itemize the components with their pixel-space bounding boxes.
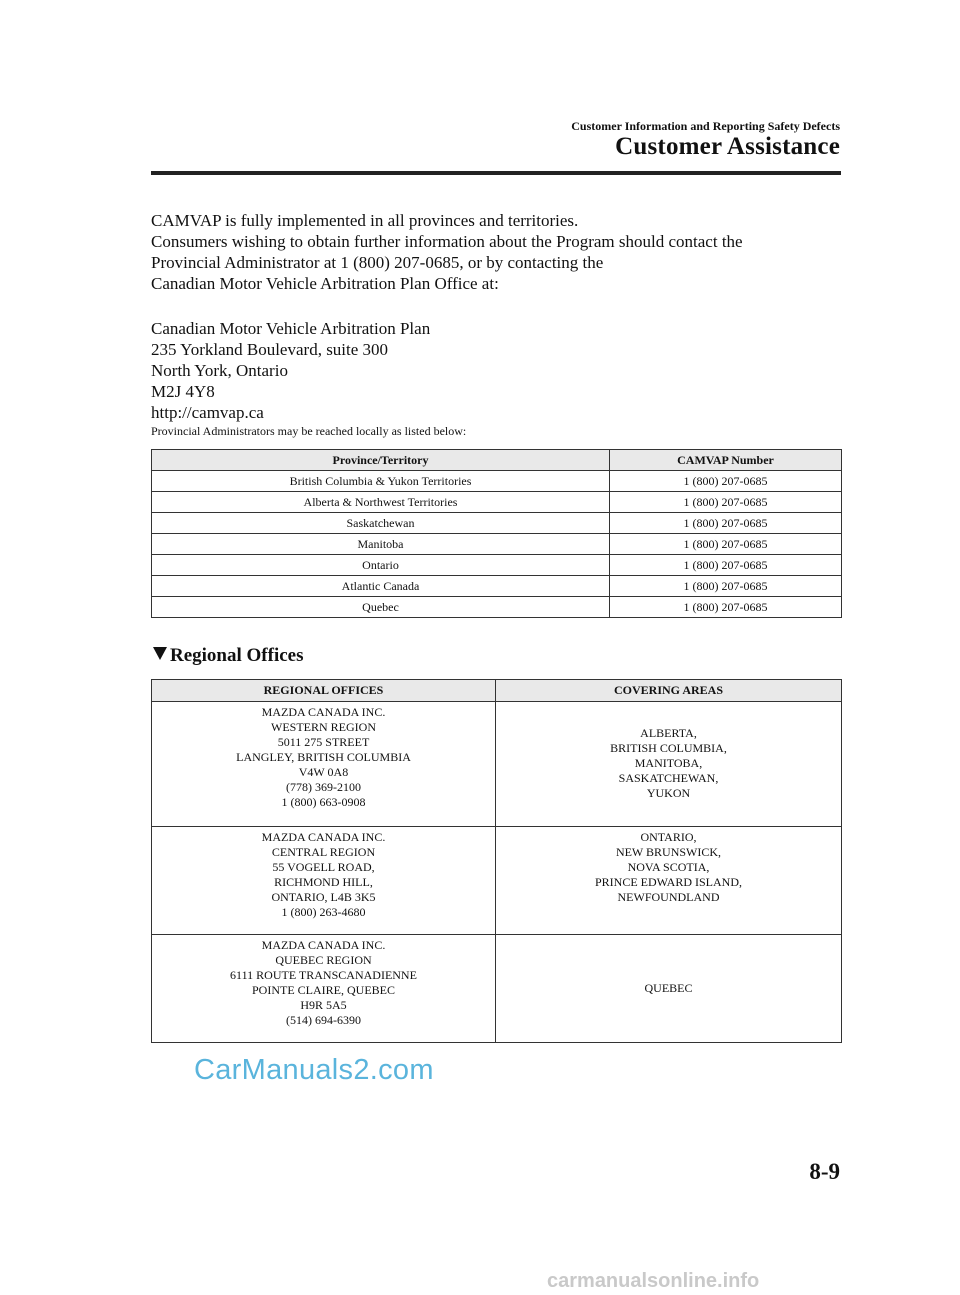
office-line: CENTRAL REGION — [271, 845, 376, 859]
intro-line: Consumers wishing to obtain further information about the Program should contact the — [151, 232, 743, 251]
area-line: MANITOBA, — [634, 756, 703, 770]
area-line: NEWFOUNDLAND — [617, 890, 720, 904]
table-row — [152, 555, 842, 576]
phone-cell: 1 (800) 207-0685 — [610, 471, 842, 492]
phone-cell: 1 (800) 207-0685 — [610, 597, 842, 618]
office-line: RICHMOND HILL, — [274, 875, 373, 889]
regional-offices-table — [151, 679, 842, 1043]
area-line: NOVA SCOTIA, — [627, 860, 710, 874]
office-cell-western — [152, 702, 496, 827]
column-header-province: Province/Territory — [152, 450, 610, 471]
province-cell: Manitoba — [152, 534, 610, 555]
area-line: ONTARIO, — [640, 830, 697, 844]
office-line: ONTARIO, L4B 3K5 — [271, 890, 376, 904]
table-row — [152, 492, 842, 513]
office-line: QUEBEC REGION — [275, 953, 372, 967]
province-cell: British Columbia & Yukon Territories — [152, 471, 610, 492]
office-line: LANGLEY, BRITISH COLUMBIA — [236, 750, 411, 764]
camvap-website-link[interactable]: http://camvap.ca — [151, 403, 264, 422]
office-line: 5011 275 STREET — [277, 735, 370, 749]
province-cell: Quebec — [152, 597, 610, 618]
areas-cell-western — [496, 702, 842, 827]
office-line: 55 VOGELL ROAD, — [272, 860, 375, 874]
office-line: (514) 694-6390 — [286, 1013, 361, 1027]
table-row — [152, 471, 842, 492]
regional-offices-heading — [153, 645, 304, 667]
table-row — [152, 827, 842, 935]
province-cell: Atlantic Canada — [152, 576, 610, 597]
table-row — [152, 576, 842, 597]
phone-cell: 1 (800) 207-0685 — [610, 492, 842, 513]
table-row — [152, 597, 842, 618]
table-row — [152, 702, 842, 827]
footer-watermark: carmanualsonline.info — [547, 1270, 760, 1292]
table-header-row — [152, 450, 842, 471]
table-header-row — [152, 680, 842, 702]
office-line: MAZDA CANADA INC. — [261, 830, 386, 844]
province-cell: Ontario — [152, 555, 610, 576]
area-line: QUEBEC — [644, 980, 693, 995]
areas-cell-central — [496, 827, 842, 935]
office-line: POINTE CLAIRE, QUEBEC — [252, 983, 395, 997]
office-cell-quebec — [152, 935, 496, 1043]
camvap-address — [151, 318, 841, 423]
office-line: 1 (800) 263-4680 — [281, 905, 366, 919]
page-number: 8-9 — [809, 1159, 840, 1184]
areas-cell-quebec — [496, 935, 842, 1043]
triangle-down-icon — [153, 647, 167, 660]
area-line: NEW BRUNSWICK, — [615, 845, 722, 859]
page-title: Customer Assistance — [615, 133, 840, 160]
office-line: MAZDA CANADA INC. — [261, 705, 386, 719]
area-line: YUKON — [646, 786, 691, 800]
area-line: PRINCE EDWARD ISLAND, — [595, 875, 742, 889]
table-row — [152, 935, 842, 1043]
header-section-label: Customer Information and Reporting Safety Defects — [571, 119, 840, 133]
header-rule — [151, 171, 841, 175]
office-line: MAZDA CANADA INC. — [261, 938, 386, 952]
provinces-table — [151, 449, 842, 618]
address-line: M2J 4Y8 — [151, 382, 215, 401]
phone-cell: 1 (800) 207-0685 — [610, 555, 842, 576]
table-row — [152, 513, 842, 534]
column-header-number: CAMVAP Number — [610, 450, 842, 471]
address-line: Canadian Motor Vehicle Arbitration Plan — [151, 319, 431, 338]
area-line: BRITISH COLUMBIA, — [610, 741, 727, 755]
phone-cell: 1 (800) 207-0685 — [610, 534, 842, 555]
intro-paragraph — [151, 210, 841, 294]
office-line: (778) 369-2100 — [286, 780, 361, 794]
table-row — [152, 534, 842, 555]
province-cell: Saskatchewan — [152, 513, 610, 534]
watermark-logo: CarManuals2.com — [194, 1054, 434, 1086]
phone-cell: 1 (800) 207-0685 — [610, 513, 842, 534]
regional-offices-title: Regional Offices — [170, 645, 304, 666]
area-line: SASKATCHEWAN, — [618, 771, 719, 785]
column-header-offices: REGIONAL OFFICES — [152, 680, 496, 702]
intro-line: Provincial Administrator at 1 (800) 207-0685, or by contacting the — [151, 253, 604, 272]
province-cell: Alberta & Northwest Territories — [152, 492, 610, 513]
provincial-note: Provincial Administrators may be reached locally as listed below: — [151, 424, 467, 438]
intro-line: CAMVAP is fully implemented in all provinces and territories. — [151, 211, 579, 230]
area-line: ALBERTA, — [640, 726, 697, 740]
phone-cell: 1 (800) 207-0685 — [610, 576, 842, 597]
office-line: V4W 0A8 — [298, 765, 349, 779]
office-line: 6111 ROUTE TRANSCANADIENNE — [230, 968, 417, 982]
column-header-areas: COVERING AREAS — [496, 680, 842, 702]
office-cell-central — [152, 827, 496, 935]
intro-line: Canadian Motor Vehicle Arbitration Plan Office at: — [151, 274, 499, 293]
office-line: WESTERN REGION — [271, 720, 376, 734]
office-line: H9R 5A5 — [300, 998, 347, 1012]
address-line: North York, Ontario — [151, 361, 288, 380]
office-line: 1 (800) 663-0908 — [281, 795, 366, 809]
address-line: 235 Yorkland Boulevard, suite 300 — [151, 340, 389, 359]
